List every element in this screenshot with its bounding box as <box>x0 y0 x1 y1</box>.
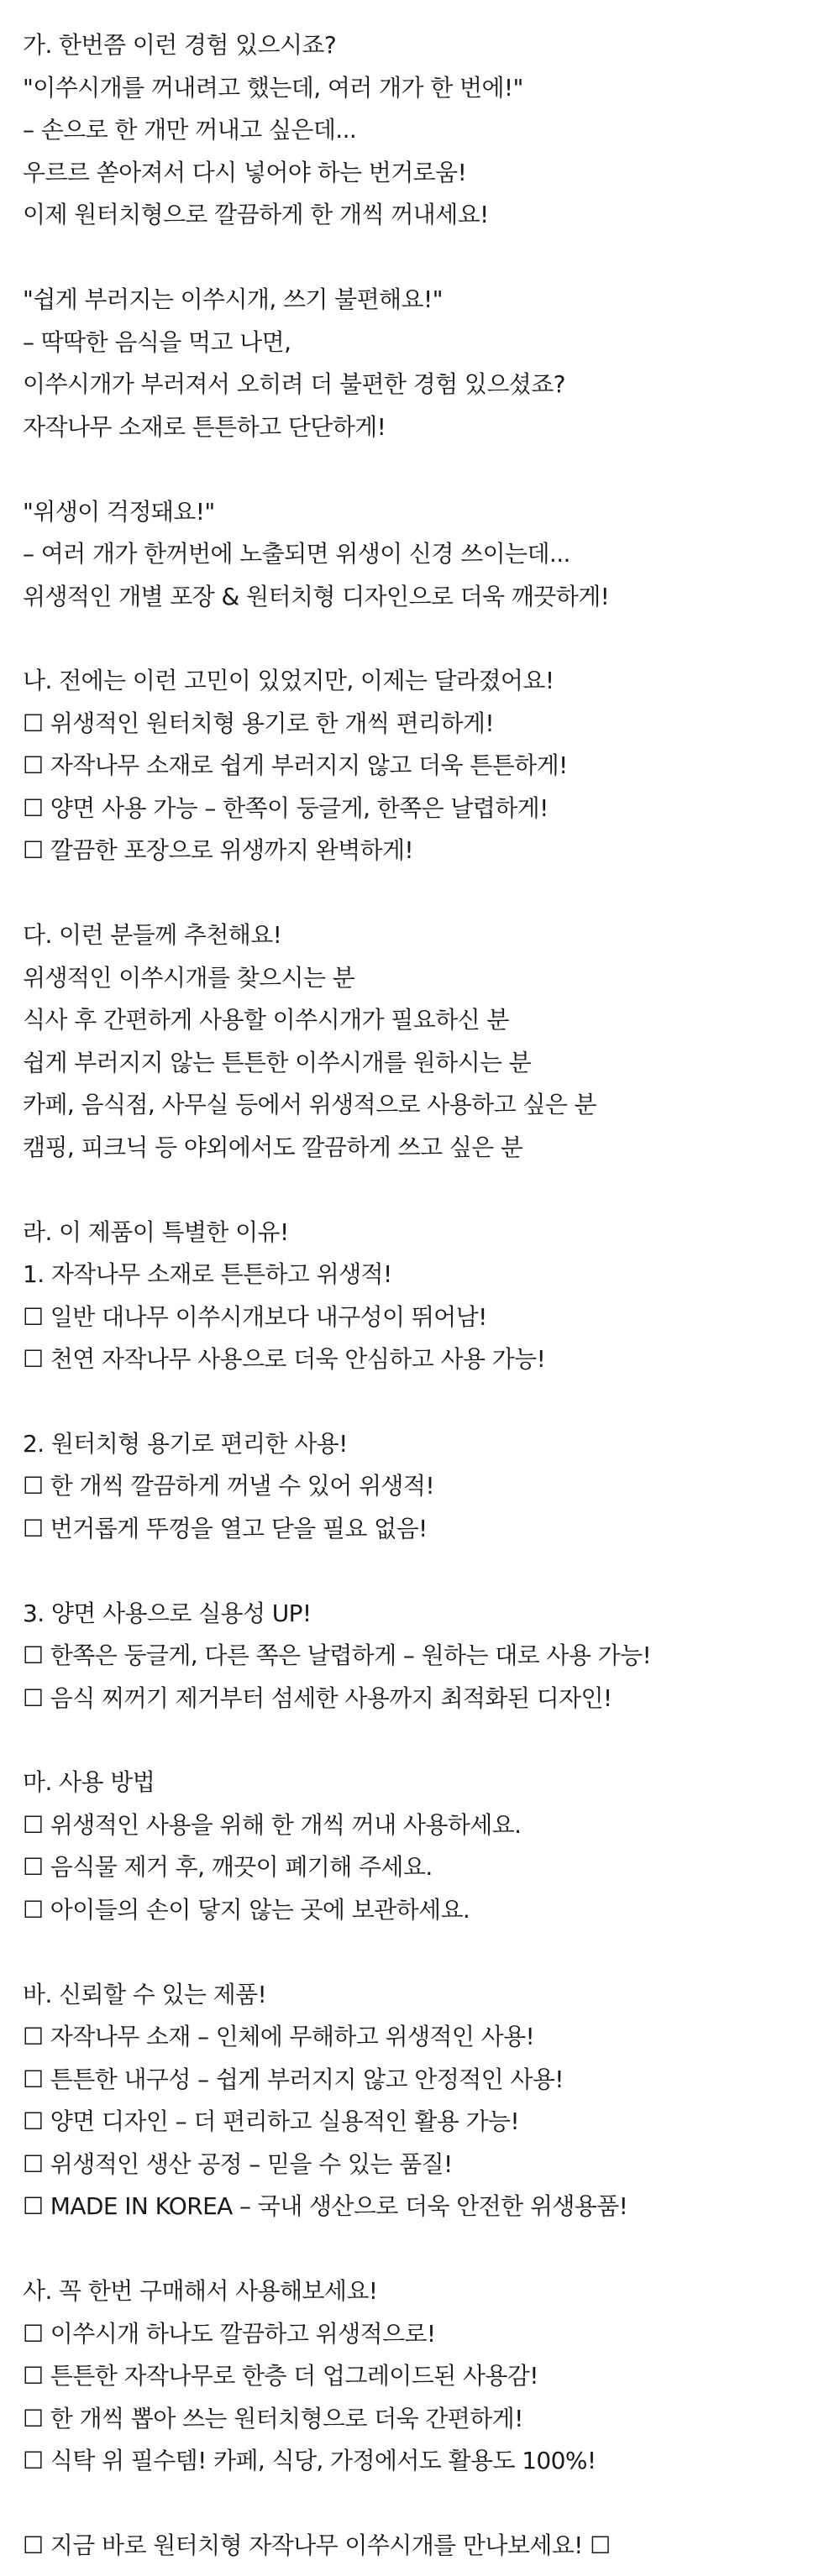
section-ma-heading: 마. 사용 방법 <box>23 1768 155 1796</box>
list-item: ☐ 양면 디자인 – 더 편리하고 실용적인 활용 가능! <box>23 2107 519 2135</box>
section-na-heading: 나. 전에는 이런 고민이 있었지만, 이제는 달라졌어요! <box>23 667 554 694</box>
text-line: 우르르 쏟아져서 다시 넣어야 하는 번거로움! <box>23 159 467 186</box>
list-item: ☐ 위생적인 원터치형 용기로 한 개씩 편리하게! <box>23 709 494 737</box>
list-item: ☐ 이쑤시개 하나도 깔끔하고 위생적으로! <box>23 2320 436 2348</box>
text-line: "위생이 걱정돼요!" <box>23 498 215 526</box>
list-item: ☐ 위생적인 사용을 위해 한 개씩 꺼내 사용하세요. <box>23 1811 522 1839</box>
text-line: 위생적인 개별 포장 & 원터치형 디자인으로 더욱 깨끗하게! <box>23 583 610 610</box>
list-item: ☐ 천연 자작나무 사용으로 더욱 안심하고 사용 가능! <box>23 1345 546 1373</box>
text-line: 이제 원터치형으로 깔끔하게 한 개씩 꺼내세요! <box>23 201 489 228</box>
list-item: ☐ MADE IN KOREA – 국내 생산으로 더욱 안전한 위생용품! <box>23 2192 628 2220</box>
subsection-heading: 2. 원터치형 용기로 편리한 사용! <box>23 1430 348 1458</box>
text-line: 자작나무 소재로 튼튼하고 단단하게! <box>23 413 386 441</box>
list-item: ☐ 음식물 제거 후, 깨끗이 폐기해 주세요. <box>23 1853 433 1881</box>
list-item: ☐ 한 개씩 뽑아 쓰는 원터치형으로 더욱 간편하게! <box>23 2405 523 2432</box>
section-ba-heading: 바. 신뢰할 수 있는 제품! <box>23 1981 267 2008</box>
list-item: ☐ 일반 대나무 이쑤시개보다 내구성이 뛰어남! <box>23 1303 487 1331</box>
text-line: "이쑤시개를 꺼내려고 했는데, 여러 개가 한 번에!" <box>23 74 523 102</box>
text-line: – 여러 개가 한꺼번에 노출되면 위생이 신경 쓰이는데... <box>23 540 570 568</box>
subsection-heading: 1. 자작나무 소재로 튼튼하고 위생적! <box>23 1260 392 1288</box>
list-item: ☐ 양면 사용 가능 – 한쪽이 둥글게, 한쪽은 날렵하게! <box>23 794 549 822</box>
list-item: 위생적인 이쑤시개를 찾으시는 분 <box>23 964 355 992</box>
list-item: 식사 후 간편하게 사용할 이쑤시개가 필요하신 분 <box>23 1006 509 1034</box>
list-item: ☐ 아이들의 손이 닿지 않는 곳에 보관하세요. <box>23 1896 470 1924</box>
list-item: ☐ 번거롭게 뚜껑을 열고 닫을 필요 없음! <box>23 1515 428 1542</box>
section-ga-heading: 가. 한번쯤 이런 경험 있으시죠? <box>23 31 337 59</box>
section-ra-heading: 라. 이 제품이 특별한 이유! <box>23 1218 289 1246</box>
text-line: – 손으로 한 개만 꺼내고 싶은데... <box>23 116 357 144</box>
list-item: ☐ 식탁 위 필수템! 카페, 식당, 가정에서도 활용도 100%! <box>23 2447 596 2474</box>
text-line: "쉽게 부러지는 이쑤시개, 쓰기 불편해요!" <box>23 285 443 313</box>
list-item: ☐ 음식 찌꺼기 제거부터 섬세한 사용까지 최적화된 디자인! <box>23 1684 612 1712</box>
list-item: ☐ 위생적인 생산 공정 – 믿을 수 있는 품질! <box>23 2150 453 2178</box>
list-item: ☐ 한쪽은 둥글게, 다른 쪽은 날렵하게 – 원하는 대로 사용 가능! <box>23 1641 652 1669</box>
text-line: – 딱딱한 음식을 먹고 나면, <box>23 328 291 356</box>
list-item: 캠핑, 피크닉 등 야외에서도 깔끔하게 쓰고 싶은 분 <box>23 1134 523 1161</box>
list-item: ☐ 튼튼한 내구성 – 쉽게 부러지지 않고 안정적인 사용! <box>23 2066 564 2093</box>
list-item: ☐ 자작나무 소재 – 인체에 무해하고 위생적인 사용! <box>23 2023 535 2050</box>
text-line: 이쑤시개가 부러져서 오히려 더 불편한 경험 있으셨죠? <box>23 370 565 398</box>
list-item: 카페, 음식점, 사무실 등에서 위생적으로 사용하고 싶은 분 <box>23 1091 597 1118</box>
list-item: ☐ 깔끔한 포장으로 위생까지 완벽하게! <box>23 836 414 864</box>
subsection-heading: 3. 양면 사용으로 실용성 UP! <box>23 1600 312 1627</box>
list-item: ☐ 자작나무 소재로 쉽게 부러지지 않고 더욱 튼튼하게! <box>23 751 568 779</box>
closing-line: ☐ 지금 바로 원터치형 자작나무 이쑤시개를 만나보세요! ☐ <box>23 2531 611 2559</box>
section-sa-heading: 사. 꼭 한번 구매해서 사용해보세요! <box>23 2277 378 2305</box>
list-item: ☐ 한 개씩 깔끔하게 꺼낼 수 있어 위생적! <box>23 1472 434 1500</box>
list-item: ☐ 튼튼한 자작나무로 한층 더 업그레이드된 사용감! <box>23 2362 538 2390</box>
list-item: 쉽게 부러지지 않는 튼튼한 이쑤시개를 원하시는 분 <box>23 1049 532 1076</box>
section-da-heading: 다. 이런 분들께 추천해요! <box>23 921 282 949</box>
